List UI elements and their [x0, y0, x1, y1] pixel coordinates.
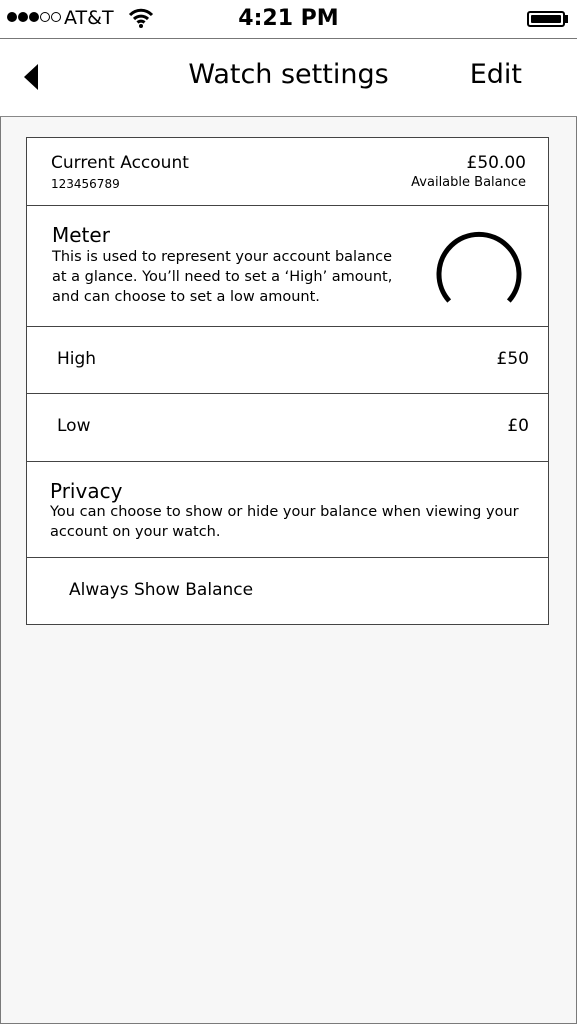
- low-value: £0: [507, 416, 529, 436]
- account-balance: £50.00: [466, 153, 526, 173]
- low-label: Low: [57, 416, 91, 436]
- battery-tip: [565, 15, 568, 23]
- meter-description: This is used to represent your account balance at a glance. You’ll need to set a ‘High’ amount, and can choose to set a low amount.: [52, 249, 393, 305]
- privacy-description: You can choose to show or hide your balance when viewing your account on your watch.: [50, 504, 519, 540]
- battery-icon: [527, 11, 565, 27]
- balance-label: Available Balance: [411, 175, 526, 190]
- meter-gauge-icon: [431, 226, 527, 306]
- high-amount-row[interactable]: [26, 327, 549, 394]
- always-show-balance-row[interactable]: [26, 558, 549, 625]
- privacy-section: [26, 462, 549, 558]
- page-title: Watch settings: [188, 59, 389, 90]
- meter-section: [26, 206, 549, 327]
- meter-title: Meter: [52, 223, 110, 247]
- high-label: High: [57, 349, 97, 369]
- low-amount-row[interactable]: [26, 394, 549, 462]
- carrier-name: AT&T: [64, 7, 114, 29]
- edit-button[interactable]: Edit: [469, 59, 522, 90]
- status-bar: [0, 0, 577, 38]
- account-number: 123456789: [51, 177, 120, 191]
- always-show-balance-label: Always Show Balance: [69, 580, 254, 600]
- high-value: £50: [496, 349, 529, 369]
- navigation-bar: [0, 38, 577, 117]
- privacy-title: Privacy: [50, 479, 123, 503]
- account-name: Current Account: [51, 153, 189, 173]
- account-summary: [26, 137, 549, 206]
- status-time: 4:21 PM: [238, 6, 339, 31]
